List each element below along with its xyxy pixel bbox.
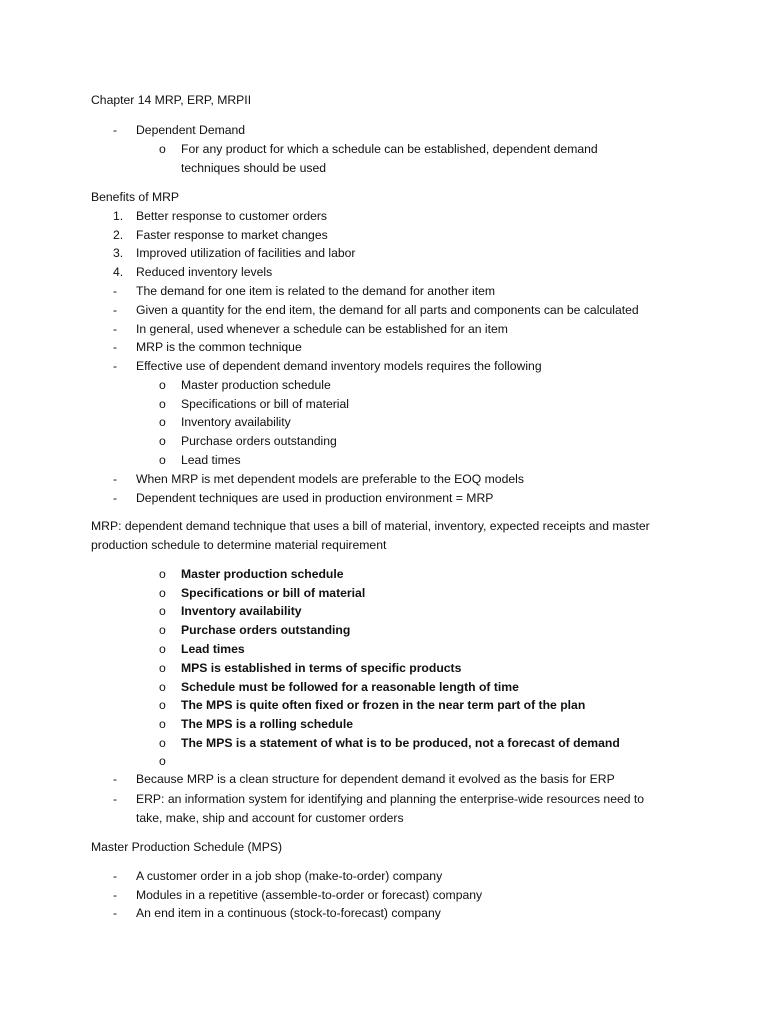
- requirement-item: Purchase orders outstanding: [181, 434, 337, 448]
- erp-evolved-text: Because MRP is a clean structure for dependent demand it evolved as the basis for ERP: [136, 772, 615, 786]
- benefit-item: Better response to customer orders: [136, 209, 328, 223]
- list-number: 2.: [113, 228, 124, 242]
- dash-marker: -: [113, 340, 118, 354]
- dash-marker: -: [113, 906, 118, 920]
- dash-marker: -: [113, 284, 118, 298]
- dash-marker: -: [113, 472, 118, 486]
- circle-marker: o: [159, 415, 166, 429]
- circle-marker: o: [159, 698, 166, 712]
- circle-marker: o: [159, 604, 166, 618]
- bold-list-item: The MPS is a statement of what is to be produced, not a forecast of demand: [181, 736, 620, 750]
- list-number: 1.: [113, 209, 124, 223]
- benefits-heading: Benefits of MRP: [91, 190, 180, 204]
- bold-list-item: Purchase orders outstanding: [181, 623, 351, 637]
- mrp-definition-line2: production schedule to determine material requirement: [91, 538, 387, 552]
- requirement-item: Inventory availability: [181, 415, 291, 429]
- erp-definition-line1: ERP: an information system for identifying and planning the enterprise-wide resources need to: [136, 792, 645, 806]
- requirement-item: Master production schedule: [181, 378, 331, 392]
- mps-item: Modules in a repetitive (assemble-to-order or forecast) company: [136, 888, 483, 902]
- dash-marker: -: [113, 792, 118, 806]
- requirement-item: Specifications or bill of material: [181, 397, 349, 411]
- dash-marker: -: [113, 303, 118, 317]
- circle-marker: o: [159, 397, 166, 411]
- bold-list-item: MPS is established in terms of specific products: [181, 661, 462, 675]
- benefit-dash-item: The demand for one item is related to the demand for another item: [136, 284, 496, 298]
- bold-list-item: Inventory availability: [181, 604, 302, 618]
- circle-marker: o: [159, 453, 166, 467]
- circle-marker: o: [159, 717, 166, 731]
- circle-marker: o: [159, 736, 166, 750]
- circle-marker: o: [159, 586, 166, 600]
- circle-marker: o: [159, 434, 166, 448]
- circle-marker: o: [159, 623, 166, 637]
- dash-marker: -: [113, 869, 118, 883]
- benefit-item: Faster response to market changes: [136, 228, 328, 242]
- document-title: Chapter 14 MRP, ERP, MRPII: [91, 93, 252, 107]
- bold-list-item: The MPS is quite often fixed or frozen in the near term part of the plan: [181, 698, 586, 712]
- dash-marker: -: [113, 491, 118, 505]
- list-number: 3.: [113, 246, 124, 260]
- dash-marker: -: [113, 359, 118, 373]
- bold-list-item: Schedule must be followed for a reasonable length of time: [181, 680, 519, 694]
- list-number: 4.: [113, 265, 124, 279]
- benefit-dash-item: In general, used whenever a schedule can be established for an item: [136, 322, 508, 336]
- dash-marker: -: [113, 888, 118, 902]
- circle-marker: o: [159, 642, 166, 656]
- circle-marker: o: [159, 567, 166, 581]
- benefit-item: Improved utilization of facilities and labor: [136, 246, 356, 260]
- dependent-demand-label: Dependent Demand: [136, 123, 246, 137]
- benefit-dash-item: MRP is the common technique: [136, 340, 302, 354]
- erp-definition-line2: take, make, ship and account for customer orders: [136, 811, 404, 825]
- dependent-demand-sub-line1: For any product for which a schedule can be established, dependent demand: [181, 142, 598, 156]
- mps-item: A customer order in a job shop (make-to-order) company: [136, 869, 443, 883]
- dependent-demand-sub-line2: techniques should be used: [181, 161, 327, 175]
- bold-list-item: The MPS is a rolling schedule: [181, 717, 354, 731]
- dash-marker: -: [113, 772, 118, 786]
- benefit-item: Reduced inventory levels: [136, 265, 273, 279]
- circle-marker: o: [159, 680, 166, 694]
- mps-item: An end item in a continuous (stock-to-forecast) company: [136, 906, 441, 920]
- circle-marker: o: [159, 142, 166, 156]
- circle-marker: o: [159, 661, 166, 675]
- mps-heading: Master Production Schedule (MPS): [91, 840, 283, 854]
- bold-list-item: Specifications or bill of material: [181, 586, 366, 600]
- circle-marker: o: [159, 754, 166, 768]
- benefit-dash-item: Given a quantity for the end item, the demand for all parts and components can be calculated: [136, 303, 639, 317]
- dash-marker: -: [113, 123, 118, 137]
- benefit-dash-item: Dependent techniques are used in production environment = MRP: [136, 491, 494, 505]
- bold-list-item: Master production schedule: [181, 567, 344, 581]
- benefit-dash-item: Effective use of dependent demand inventory models requires the following: [136, 359, 542, 373]
- dash-marker: -: [113, 322, 118, 336]
- requirement-item: Lead times: [181, 453, 241, 467]
- circle-marker: o: [159, 378, 166, 392]
- benefit-dash-item: When MRP is met dependent models are preferable to the EOQ models: [136, 472, 524, 486]
- bold-list-item: Lead times: [181, 642, 245, 656]
- mrp-definition-line1: MRP: dependent demand technique that uses a bill of material, inventory, expected receipts and master: [91, 519, 650, 533]
